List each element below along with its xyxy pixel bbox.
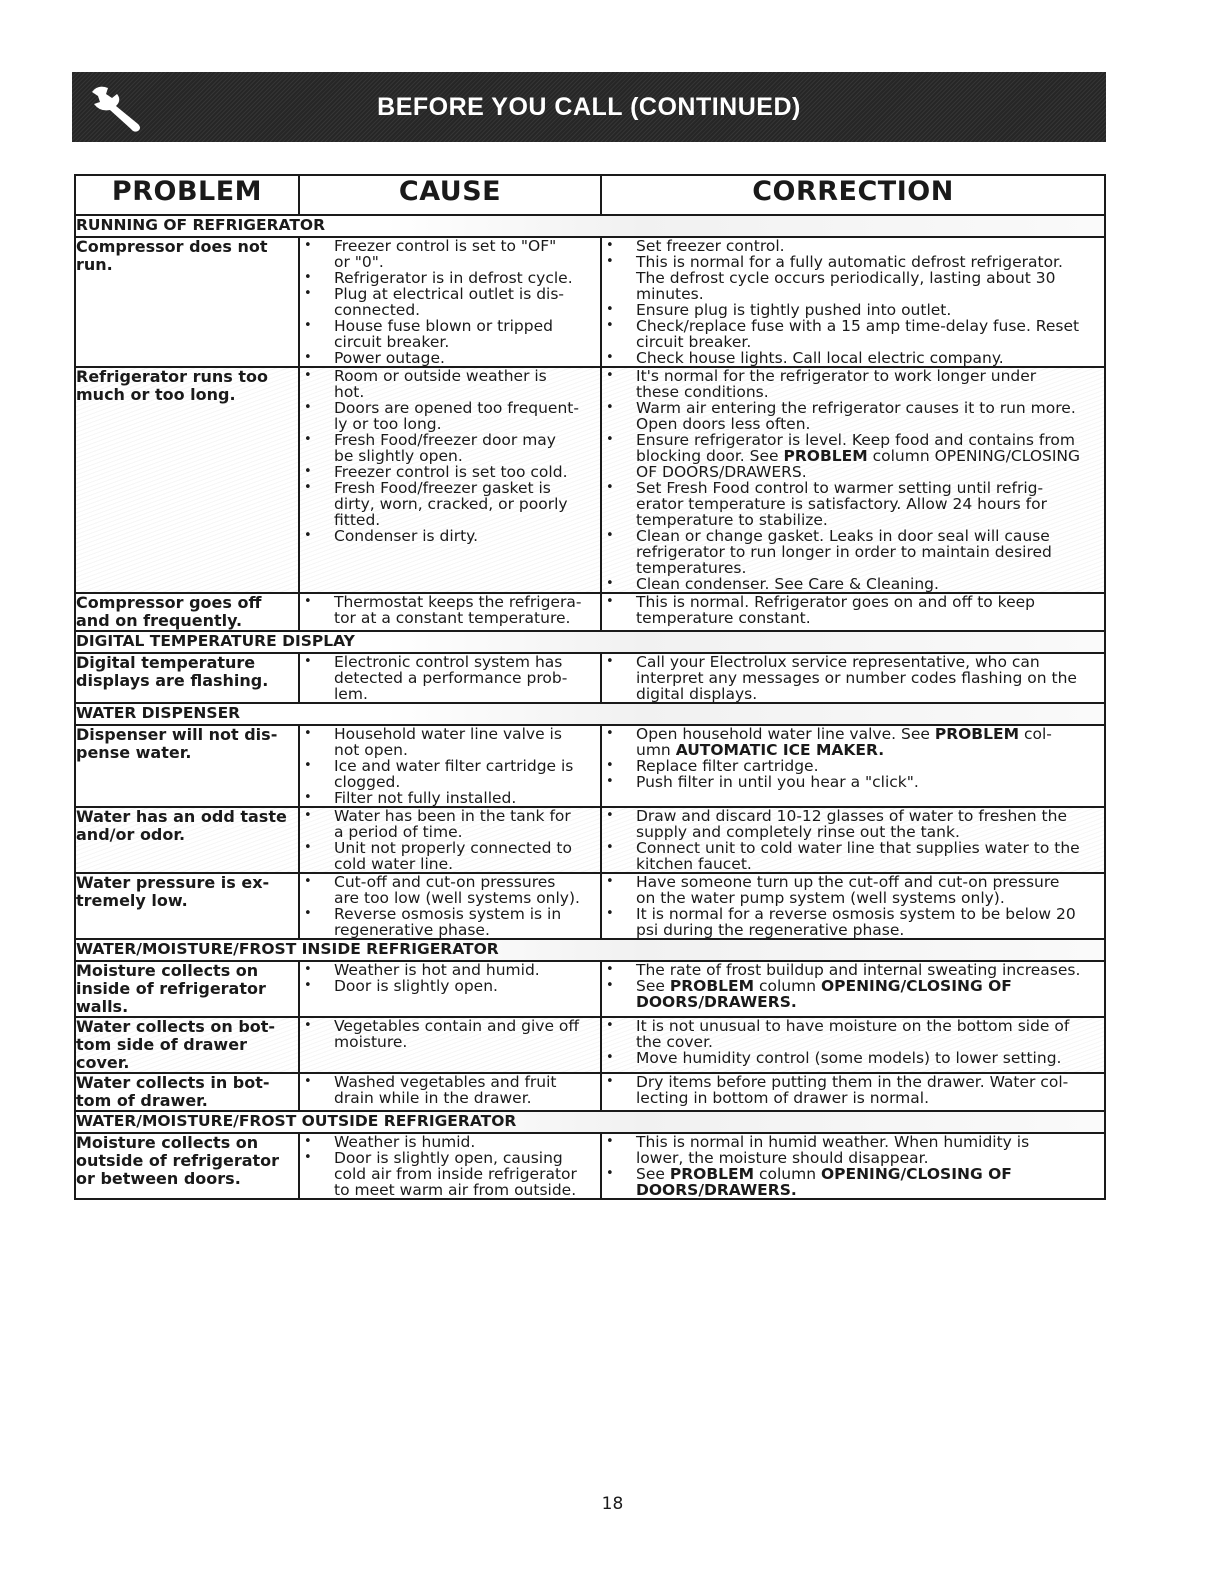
correction-item: • Ensure plug is tightly pushed into outlet. [602, 302, 1104, 318]
header-row [75, 175, 1105, 215]
problem-cell: Dispenser will not dis- pense water. [75, 725, 299, 807]
correction-list [602, 368, 1104, 592]
section-row [75, 939, 1105, 961]
table-row [75, 593, 1105, 631]
correction-item: • This is normal in humid weather. When humidity is lower, the moisture should disappear. [602, 1134, 1104, 1166]
cause-item: • Washed vegetables and fruit drain while in the drawer. [300, 1074, 600, 1106]
cause-list [300, 238, 600, 366]
correction-item: • Push filter in until you hear a "click". [602, 774, 1104, 790]
correction-item: • Clean or change gasket. Leaks in door seal will cause refrigerator to run longer in order to maintain desired temperatures. [602, 528, 1104, 576]
cause-cell [299, 1073, 601, 1111]
cause-cell [299, 1133, 601, 1199]
correction-item: • This is normal. Refrigerator goes on and off to keep temperature constant. [602, 594, 1104, 626]
cause-item: • Unit not properly connected to cold water line. [300, 840, 600, 872]
cause-cell [299, 873, 601, 939]
problem-cell: Water collects on bot- tom side of drawer cover. [75, 1017, 299, 1073]
cause-item: • Condenser is dirty. [300, 528, 600, 544]
correction-cell [601, 593, 1105, 631]
cause-item: • Fresh Food/freezer gasket is dirty, worn, cracked, or poorly fitted. [300, 480, 600, 528]
cause-item: • Ice and water filter cartridge is clogged. [300, 758, 600, 790]
problem-cell: Moisture collects on inside of refrigerator walls. [75, 961, 299, 1017]
correction-list [602, 808, 1104, 872]
troubleshooting-table [74, 174, 1106, 1200]
correction-item: • Clean condenser. See Care & Cleaning. [602, 576, 1104, 592]
correction-list [602, 594, 1104, 626]
banner-title: BEFORE YOU CALL (CONTINUED) [377, 92, 801, 121]
correction-cell [601, 807, 1105, 873]
correction-item: • Replace filter cartridge. [602, 758, 1104, 774]
table-row [75, 725, 1105, 807]
correction-cell [601, 1133, 1105, 1199]
correction-cell [601, 1073, 1105, 1111]
cause-cell [299, 237, 601, 367]
problem-cell: Water has an odd taste and/or odor. [75, 807, 299, 873]
cause-item: • Filter not fully installed. [300, 790, 600, 806]
correction-item: • It's normal for the refrigerator to work longer under these conditions. [602, 368, 1104, 400]
cause-item: • Weather is humid. [300, 1134, 600, 1150]
cause-item: • Freezer control is set too cold. [300, 464, 600, 480]
problem-cell: Moisture collects on outside of refrigerator or between doors. [75, 1133, 299, 1199]
section-title: WATER DISPENSER [75, 703, 1105, 725]
correction-item: • Set Fresh Food control to warmer setting until refrig- erator temperature is satisfactory. Allow 24 hours for temperature to stabilize. [602, 480, 1104, 528]
cause-cell [299, 807, 601, 873]
section-title: RUNNING OF REFRIGERATOR [75, 215, 1105, 237]
correction-item: • Draw and discard 10-12 glasses of water to freshen the supply and completely rinse out the tank. [602, 808, 1104, 840]
cause-list [300, 808, 600, 872]
section-row [75, 215, 1105, 237]
correction-cell [601, 237, 1105, 367]
table-row [75, 873, 1105, 939]
correction-item: • Set freezer control. [602, 238, 1104, 254]
cause-item: • Cut-off and cut-on pressures are too low (well systems only). [300, 874, 600, 906]
correction-item: • Warm air entering the refrigerator causes it to run more. Open doors less often. [602, 400, 1104, 432]
cause-item: • Plug at electrical outlet is dis- connected. [300, 286, 600, 318]
section-row [75, 1111, 1105, 1133]
correction-cell [601, 873, 1105, 939]
problem-cell: Refrigerator runs too much or too long. [75, 367, 299, 593]
cause-cell [299, 1017, 601, 1073]
correction-item: • Check house lights. Call local electric company. [602, 350, 1104, 366]
cause-item: • Reverse osmosis system is in regenerative phase. [300, 906, 600, 938]
cause-cell [299, 593, 601, 631]
table-row [75, 237, 1105, 367]
cause-item: • Door is slightly open, causing cold air from inside refrigerator to meet warm air from outside. [300, 1150, 600, 1198]
correction-item: • Ensure refrigerator is level. Keep food and contains from blocking door. See PROBLEM column OPENING/CLOSING OF DOORS/DRAWERS. [602, 432, 1104, 480]
correction-list [602, 874, 1104, 938]
table-row [75, 1133, 1105, 1199]
correction-list [602, 654, 1104, 702]
cause-list [300, 1018, 600, 1050]
table-row [75, 1017, 1105, 1073]
table-row [75, 653, 1105, 703]
page-number: 18 [601, 1494, 624, 1514]
cause-cell [299, 725, 601, 807]
cause-item: • Electronic control system has detected a performance prob- lem. [300, 654, 600, 702]
cause-item: • Weather is hot and humid. [300, 962, 600, 978]
table-row [75, 1073, 1105, 1111]
problem-cell: Water pressure is ex- tremely low. [75, 873, 299, 939]
header-problem: PROBLEM [75, 175, 299, 215]
header-cause: CAUSE [299, 175, 601, 215]
cause-list [300, 1074, 600, 1106]
page-banner [72, 72, 1106, 142]
section-row [75, 703, 1105, 725]
cause-list [300, 1134, 600, 1198]
correction-list [602, 238, 1104, 366]
section-title: WATER/MOISTURE/FROST OUTSIDE REFRIGERATOR [75, 1111, 1105, 1133]
cause-cell [299, 653, 601, 703]
header-correction: CORRECTION [601, 175, 1105, 215]
section-row [75, 631, 1105, 653]
correction-cell [601, 1017, 1105, 1073]
correction-item: • Check/replace fuse with a 15 amp time-delay fuse. Reset circuit breaker. [602, 318, 1104, 350]
correction-item: • See PROBLEM column OPENING/CLOSING OF DOORS/DRAWERS. [602, 1166, 1104, 1198]
correction-item: • It is normal for a reverse osmosis system to be below 20 psi during the regenerative phase. [602, 906, 1104, 938]
cause-cell [299, 367, 601, 593]
cause-list [300, 726, 600, 806]
wrench-icon [86, 78, 156, 133]
cause-cell [299, 961, 601, 1017]
correction-cell [601, 653, 1105, 703]
correction-item: • This is normal for a fully automatic defrost refrigerator. The defrost cycle occurs periodically, lasting about 30 minutes. [602, 254, 1104, 302]
correction-cell [601, 725, 1105, 807]
cause-item: • Thermostat keeps the refrigera- tor at a constant temperature. [300, 594, 600, 626]
correction-item: • Move humidity control (some models) to lower setting. [602, 1050, 1104, 1066]
correction-list [602, 1074, 1104, 1106]
problem-cell: Compressor goes off and on frequently. [75, 593, 299, 631]
cause-list [300, 654, 600, 702]
cause-item: • Freezer control is set to "OF" or "0". [300, 238, 600, 270]
correction-item: • Have someone turn up the cut-off and cut-on pressure on the water pump system (well systems only). [602, 874, 1104, 906]
table-row [75, 961, 1105, 1017]
cause-item: • Power outage. [300, 350, 600, 366]
cause-list [300, 594, 600, 626]
problem-cell: Compressor does not run. [75, 237, 299, 367]
correction-item: • Connect unit to cold water line that supplies water to the kitchen faucet. [602, 840, 1104, 872]
table-row [75, 367, 1105, 593]
correction-item: • The rate of frost buildup and internal sweating increases. [602, 962, 1104, 978]
problem-cell: Digital temperature displays are flashing. [75, 653, 299, 703]
correction-list [602, 1134, 1104, 1198]
correction-item: • Call your Electrolux service representative, who can interpret any messages or number codes flashing on the digital displays. [602, 654, 1104, 702]
section-title: WATER/MOISTURE/FROST INSIDE REFRIGERATOR [75, 939, 1105, 961]
cause-item: • House fuse blown or tripped circuit breaker. [300, 318, 600, 350]
correction-cell [601, 961, 1105, 1017]
correction-item: • See PROBLEM column OPENING/CLOSING OF DOORS/DRAWERS. [602, 978, 1104, 1010]
cause-list [300, 368, 600, 544]
correction-item: • Open household water line valve. See PROBLEM col- umn AUTOMATIC ICE MAKER. [602, 726, 1104, 758]
cause-item: • Refrigerator is in defrost cycle. [300, 270, 600, 286]
cause-item: • Room or outside weather is hot. [300, 368, 600, 400]
correction-item: • It is not unusual to have moisture on the bottom side of the cover. [602, 1018, 1104, 1050]
correction-list [602, 962, 1104, 1010]
cause-list [300, 874, 600, 938]
problem-cell: Water collects in bot- tom of drawer. [75, 1073, 299, 1111]
correction-item: • Dry items before putting them in the drawer. Water col- lecting in bottom of drawer is normal. [602, 1074, 1104, 1106]
cause-item: • Door is slightly open. [300, 978, 600, 994]
correction-cell [601, 367, 1105, 593]
correction-list [602, 726, 1104, 790]
cause-item: • Vegetables contain and give off moisture. [300, 1018, 600, 1050]
cause-item: • Water has been in the tank for a period of time. [300, 808, 600, 840]
cause-item: • Household water line valve is not open. [300, 726, 600, 758]
cause-item: • Fresh Food/freezer door may be slightly open. [300, 432, 600, 464]
table-row [75, 807, 1105, 873]
section-title: DIGITAL TEMPERATURE DISPLAY [75, 631, 1105, 653]
correction-list [602, 1018, 1104, 1066]
table-body [75, 215, 1105, 1199]
cause-list [300, 962, 600, 994]
cause-item: • Doors are opened too frequent- ly or too long. [300, 400, 600, 432]
